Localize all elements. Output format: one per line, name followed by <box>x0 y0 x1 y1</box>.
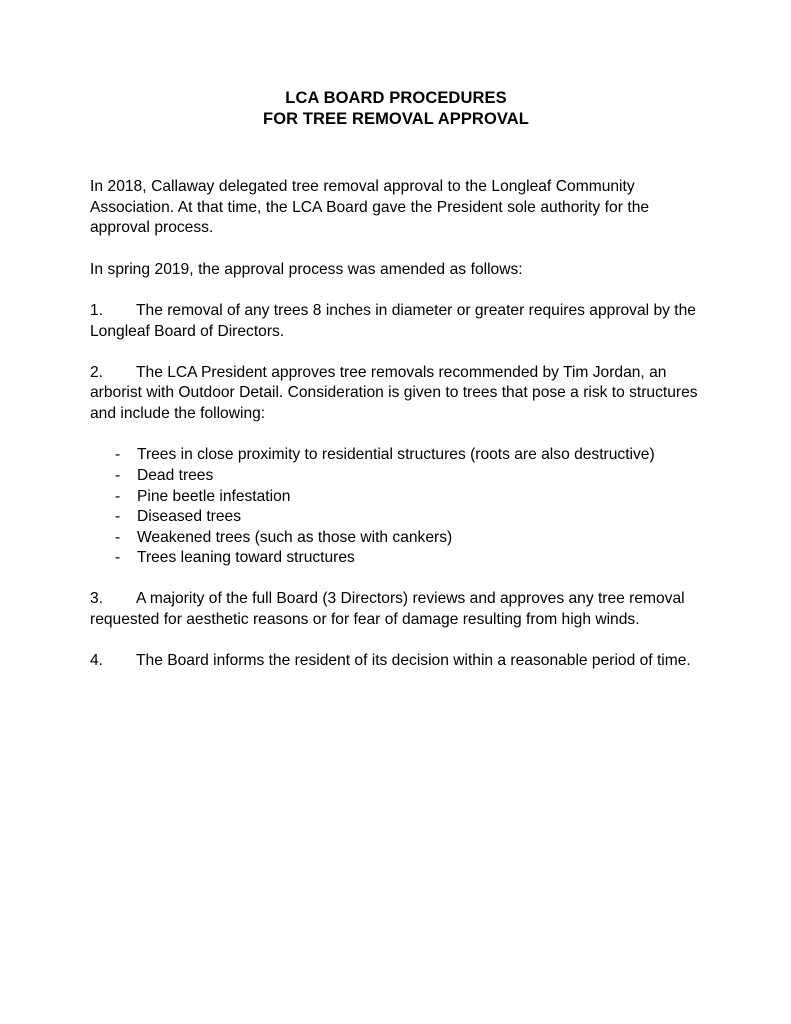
list-item <box>90 466 702 487</box>
list-item <box>90 445 702 466</box>
clause-2-number: 2. <box>90 363 104 381</box>
dash-bullet-icon: - <box>115 487 121 505</box>
document-content <box>90 88 702 693</box>
page-title <box>90 88 702 130</box>
paragraph-amendment-lead-in: In spring 2019, the approval process was amended as follows: <box>90 260 523 278</box>
dash-bullet-icon: - <box>115 549 121 567</box>
clause-1-number: 1. <box>90 301 104 319</box>
clause-1-text: The removal of any trees 8 inches in diameter or greater requires approval by the Longleaf Board of Directors. <box>90 301 696 340</box>
dash-bullet-icon: - <box>115 446 121 464</box>
clause-3 <box>90 589 702 630</box>
clause-4-text: The Board informs the resident of its decision within a reasonable period of time. <box>136 652 691 670</box>
list-item <box>90 528 702 549</box>
paragraph-intro: In 2018, Callaway delegated tree removal approval to the Longleaf Community Association. At that time, the LCA Board gave the President sole authority for the approval process. <box>90 178 650 237</box>
dash-bullet-icon: - <box>115 528 121 546</box>
clause-4-number: 4. <box>90 652 104 670</box>
document-body <box>90 177 702 672</box>
page-title-line-2: FOR TREE REMOVAL APPROVAL <box>263 110 529 128</box>
list-item-label: Pine beetle infestation <box>137 487 291 505</box>
dash-bullet-icon: - <box>115 466 121 484</box>
clause-3-text: A majority of the full Board (3 Directors) reviews and approves any tree removal requested for aesthetic reasons or for fear of damage resulting from high winds. <box>90 590 685 629</box>
dash-bullet-icon: - <box>115 508 121 526</box>
clause-1 <box>90 301 702 342</box>
page-title-line-1: LCA BOARD PROCEDURES <box>285 89 507 107</box>
clause-3-number: 3. <box>90 590 104 608</box>
risk-criteria-list <box>90 445 702 569</box>
list-item-label: Weakened trees (such as those with cankers) <box>137 528 453 546</box>
list-item <box>90 487 702 508</box>
list-item-label: Dead trees <box>137 466 214 484</box>
list-item-label: Trees leaning toward structures <box>137 549 355 567</box>
clause-2 <box>90 363 702 425</box>
clause-4 <box>90 651 702 672</box>
list-item-label: Trees in close proximity to residential structures (roots are also destructive) <box>137 446 655 464</box>
list-item <box>90 548 702 569</box>
list-item-label: Diseased trees <box>137 508 242 526</box>
list-item <box>90 507 702 528</box>
clause-2-text: The LCA President approves tree removals recommended by Tim Jordan, an arborist with Outdoor Detail. Consideration is given to trees that pose a risk to structures and include the following: <box>90 363 698 423</box>
